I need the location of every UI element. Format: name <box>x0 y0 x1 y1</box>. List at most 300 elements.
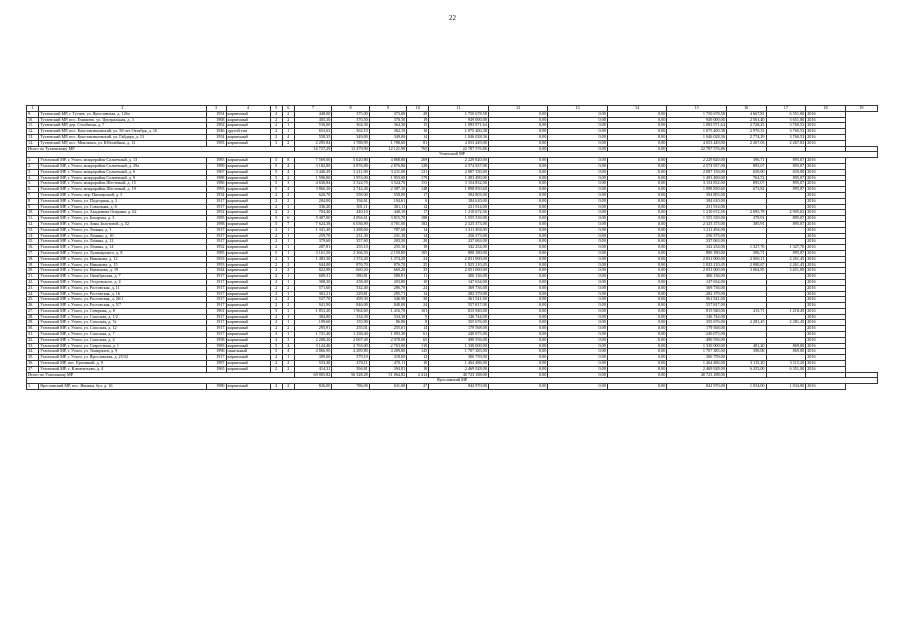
table-cell: 179 568,00 <box>429 326 489 332</box>
address-cell: Угличский МР, г. Углич, микрорайон Солнечный, д. 13 <box>39 158 207 164</box>
table-cell: 6 551,00 <box>766 111 806 117</box>
table-cell: 0,00 <box>548 343 608 349</box>
table-cell: 3 <box>282 256 294 262</box>
table-cell: 363,21 <box>294 291 331 297</box>
table-cell: 1 341,40 <box>294 227 331 233</box>
table-cell: 1 853,20 <box>294 308 331 314</box>
table-cell: кирпичный <box>226 123 270 129</box>
table-cell: 2 <box>270 355 282 361</box>
table-cell: 840,00 <box>369 303 406 309</box>
table-cell: 1 898 850,60 <box>667 187 727 193</box>
address-cell: Угличский МР, г. Углич, микрорайон Солнечный, д. 9 <box>39 175 207 181</box>
table-cell: 20 <box>407 239 429 245</box>
total-label: Итого по Тутаевскому МР <box>27 146 295 152</box>
table-cell: 1 788,60 <box>369 140 406 146</box>
table-cell: 895,07 <box>766 250 806 256</box>
table-cell: 2 831 000,00 <box>429 256 489 262</box>
table-cell: 2 <box>270 297 282 303</box>
table-cell: 12 121,90 <box>369 146 406 152</box>
table-cell: 5 <box>270 181 282 187</box>
table-cell: 609,31 <box>294 274 331 280</box>
table-cell: кирпичный <box>226 181 270 187</box>
table-cell: 2 <box>282 303 294 309</box>
table-cell: 1 493 490,00 <box>429 175 489 181</box>
address-cell: Угличский МР, г. Углич, ул. Никонова, д. 12 <box>39 256 207 262</box>
table-cell: 1953 <box>206 256 226 262</box>
table-cell: 2 <box>282 192 294 198</box>
table-cell: 5 <box>270 343 282 349</box>
table-cell: 0,00 <box>548 192 608 198</box>
table-cell: 2 <box>270 198 282 204</box>
table-cell: 1983 <box>206 140 226 146</box>
table-cell: 0,00 <box>548 297 608 303</box>
address-cell: Угличский МР, г. Углич, ул. Тимирязев, д. 9 <box>39 349 207 355</box>
table-cell: 0,00 <box>548 262 608 268</box>
table-cell: 0,00 <box>548 366 608 372</box>
table-cell: 0,00 <box>488 163 548 169</box>
table-cell: 6 <box>407 198 429 204</box>
table-cell: 0,00 <box>607 355 667 361</box>
table-cell: 0,00 <box>548 169 608 175</box>
table-cell: 490 556,00 <box>667 337 727 343</box>
table-cell: кирпичный <box>226 262 270 268</box>
table-cell: 2 <box>270 227 282 233</box>
table-cell: 379,60 <box>294 239 331 245</box>
table-cell: 2 <box>282 117 294 123</box>
table-cell: 6 <box>282 216 294 222</box>
table-cell: 765 <box>407 146 429 152</box>
table-cell: 2016 <box>806 361 846 367</box>
table-cell: 3 <box>270 332 282 338</box>
table-cell: 1917 <box>206 239 226 245</box>
table-cell: 2016 <box>806 355 846 361</box>
table-cell: 414,31 <box>294 366 331 372</box>
address-cell: Угличский МР, г. Углич, ул. Ростовская, д. 26/1 <box>39 297 207 303</box>
column-number-cell: 10 <box>407 106 429 112</box>
table-cell: 2 295,84 <box>294 140 331 146</box>
address-cell: Угличский МР, г. Углич, ул. Ростовская, д. 16 <box>39 291 207 297</box>
table-cell: 2 051 000,00 <box>429 268 489 274</box>
table-cell: 3 <box>270 140 282 146</box>
table-cell: 24 <box>407 285 429 291</box>
table-cell: 4 <box>282 134 294 140</box>
column-number-cell: 7 <box>294 106 331 112</box>
address-cell: Угличский МР, г. Углич, микрорайон Солнечный, д. 29а <box>39 163 207 169</box>
table-cell: 61 <box>407 332 429 338</box>
table-cell: 329,81 <box>332 291 369 297</box>
table-cell: кирпичный <box>226 210 270 216</box>
table-cell: 2 <box>270 384 282 390</box>
table-cell: 406 136,00 <box>667 274 727 280</box>
table-cell: 2 <box>270 204 282 210</box>
table-cell: 56 328,28 <box>332 372 369 378</box>
table-cell: 4 289,80 <box>369 349 406 355</box>
table-cell: 2016 <box>806 314 846 320</box>
table-cell: 2 574 937,00 <box>429 163 489 169</box>
total-label: Итого по Угличскому МР <box>27 372 295 378</box>
table-cell: 0,00 <box>607 291 667 297</box>
table-cell: 2 <box>270 320 282 326</box>
table-cell: 6. <box>27 187 39 193</box>
table-cell: 2016 <box>806 268 846 274</box>
table-cell: 396,71 <box>726 250 766 256</box>
table-cell: 2 <box>270 314 282 320</box>
register-table-body <box>27 106 878 390</box>
table-cell: 2 325 373,00 <box>667 221 727 227</box>
table-cell: 2 970,31 <box>726 129 766 135</box>
column-number-cell: 15 <box>667 106 727 112</box>
table-cell: 24. <box>27 291 39 297</box>
table-cell: 369 736,00 <box>667 285 727 291</box>
table-cell: 2 728,25 <box>726 123 766 129</box>
table-cell: 364,30 <box>369 123 406 129</box>
column-number-cell: 12 <box>488 106 548 112</box>
table-cell: 2 261,45 <box>766 256 806 262</box>
table-cell: 0,00 <box>488 210 548 216</box>
table-cell: 153 <box>407 181 429 187</box>
column-number-cell: 14 <box>607 106 667 112</box>
table-cell: 0,00 <box>607 158 667 164</box>
table-cell: кирпичный <box>226 274 270 280</box>
table-cell: 2 087 150,00 <box>429 169 489 175</box>
table-cell: 2 <box>270 291 282 297</box>
table-cell: кирпичный <box>226 111 270 117</box>
table-cell: 1986 <box>206 181 226 187</box>
table-cell: 155,90 <box>332 320 369 326</box>
table-cell: 0,00 <box>607 308 667 314</box>
table-cell: 1 <box>282 279 294 285</box>
table-cell: 4 701,00 <box>369 221 406 227</box>
table-cell: 0,00 <box>548 361 608 367</box>
table-cell: 895,07 <box>766 163 806 169</box>
column-number-cell: 18 <box>806 106 846 112</box>
table-cell: 1944 <box>206 268 226 274</box>
table-cell: 1 093,30 <box>369 332 406 338</box>
table-cell: 0,00 <box>607 129 667 135</box>
table-cell: 5 <box>270 163 282 169</box>
table-cell: 3 651,00 <box>766 117 806 123</box>
table-cell: 0,00 <box>548 204 608 210</box>
table-cell: 9. <box>27 111 39 117</box>
table-cell: 5. <box>27 181 39 187</box>
table-cell: 1 330 000,00 <box>429 343 489 349</box>
table-cell: 0,00 <box>607 320 667 326</box>
table-cell: 949 000,00 <box>429 117 489 123</box>
table-cell: 0,00 <box>607 297 667 303</box>
address-cell: Угличский МР, г. Углич, ул. Спасская, д. 7а <box>39 320 207 326</box>
table-cell: 1917 <box>206 303 226 309</box>
table-cell: 0,00 <box>488 221 548 227</box>
table-cell: 282 379,00 <box>667 291 727 297</box>
table-cell: 255,01 <box>332 326 369 332</box>
column-number-cell: 5 <box>270 106 282 112</box>
table-cell: 2016 <box>806 297 846 303</box>
column-number-cell: 4 <box>226 106 270 112</box>
table-cell: 2016 <box>806 279 846 285</box>
table-cell: 2 <box>270 262 282 268</box>
table-cell: 3 760,53 <box>766 134 806 140</box>
table-cell: 342 254,00 <box>667 245 727 251</box>
table-cell: кирпичный <box>226 291 270 297</box>
table-cell: 237 063,00 <box>667 239 727 245</box>
address-cell: Угличский МР, с. Клементьево, д. 4 <box>39 366 207 372</box>
table-cell: 0,00 <box>488 140 548 146</box>
table-cell: 673,82 <box>726 187 766 193</box>
table-cell: кирпичный <box>226 297 270 303</box>
table-cell: 65 <box>407 337 429 343</box>
table-cell: 1 327,76 <box>726 245 766 251</box>
table-cell: 0,00 <box>488 303 548 309</box>
table-cell: 33. <box>27 343 39 349</box>
table-cell: 822,88 <box>294 268 331 274</box>
address-cell: Тутаевский МР, пос. Константиновский, ул. 50-лет Октября, д. 16 <box>39 129 207 135</box>
table-cell: 40 723 188,00 <box>429 372 489 378</box>
table-cell: 2 <box>282 285 294 291</box>
table-cell: 11. <box>27 216 39 222</box>
table-cell: 2016 <box>806 250 846 256</box>
table-cell: 0,00 <box>607 337 667 343</box>
table-cell: 0,00 <box>607 187 667 193</box>
table-cell: 0,00 <box>548 221 608 227</box>
table-cell: 1965 <box>206 366 226 372</box>
table-cell: 0,00 <box>488 274 548 280</box>
table-cell: 3 161,50 <box>294 250 331 256</box>
table-cell: 86,80 <box>369 320 406 326</box>
table-cell: 1 <box>282 129 294 135</box>
address-cell: Угличский МР, г. Углич, ул. Ленина, д. 14 <box>39 245 207 251</box>
table-cell: 5 <box>270 221 282 227</box>
table-cell: 2016 <box>806 134 846 140</box>
address-cell: Угличский МР, г. Углич, микрорайон Солнечный, д. 6 <box>39 169 207 175</box>
table-cell: 0,00 <box>607 285 667 291</box>
table-cell: 0,00 <box>548 163 608 169</box>
table-cell: 23. <box>27 285 39 291</box>
table-cell: 1993 <box>206 187 226 193</box>
table-cell: 0,00 <box>548 384 608 390</box>
table-cell: 2016 <box>806 349 846 355</box>
table-cell: 40 723 188,00 <box>667 372 727 378</box>
column-number-cell: 9 <box>369 106 406 112</box>
table-cell: 14 <box>407 233 429 239</box>
table-cell: 1980 <box>206 384 226 390</box>
table-cell: 537,70 <box>294 297 331 303</box>
table-cell: 0,00 <box>548 227 608 233</box>
table-cell: 334,30 <box>332 314 369 320</box>
table-cell: 786,00 <box>332 384 369 390</box>
table-cell: 4 866,90 <box>294 349 331 355</box>
table-cell: 1 083 971,64 <box>429 123 489 129</box>
table-cell: 1. <box>27 384 39 390</box>
table-cell: 0,00 <box>548 372 608 378</box>
table-cell: 255,01 <box>369 326 406 332</box>
table-cell: 0,00 <box>607 140 667 146</box>
table-cell: 2 763,00 <box>369 343 406 349</box>
table-cell: 2016 <box>806 169 846 175</box>
table-cell: 0,00 <box>607 256 667 262</box>
table-cell: 0,00 <box>548 134 608 140</box>
table-cell: 362,10 <box>332 129 369 135</box>
table-cell: 81 <box>407 140 429 146</box>
table-cell: 0,00 <box>488 123 548 129</box>
table-cell: 6 036,90 <box>332 221 369 227</box>
address-cell: Ярославский МР, пос. Ивняки, бул. д. 16 <box>39 384 207 390</box>
table-cell: 282 379,00 <box>429 291 489 297</box>
table-cell: 3 211,00 <box>369 169 406 175</box>
table-cell: 2016 <box>806 158 846 164</box>
column-number-cell: 8 <box>332 106 369 112</box>
table-cell: 2 <box>282 361 294 367</box>
table-cell: 17 <box>407 210 429 216</box>
table-cell: 0,00 <box>488 134 548 140</box>
table-cell: 2 229 820,00 <box>429 158 489 164</box>
table-cell: 2 695,78 <box>726 210 766 216</box>
table-cell: 0,00 <box>548 233 608 239</box>
table-cell: 369 736,00 <box>429 285 489 291</box>
table-cell: 0,00 <box>548 279 608 285</box>
table-cell: 3 124,40 <box>294 343 331 349</box>
table-cell: 145 <box>407 349 429 355</box>
table-cell: 0,00 <box>607 181 667 187</box>
address-cell: Угличский МР, г. Углич, ул. Спасская, д. 1/2 <box>39 314 207 320</box>
table-cell: 869,00 <box>766 349 806 355</box>
table-cell: 869,00 <box>766 343 806 349</box>
table-cell: 286,70 <box>369 285 406 291</box>
table-cell: 2 <box>282 262 294 268</box>
table-cell: 669,20 <box>369 268 406 274</box>
table-cell: 15 <box>407 123 429 129</box>
address-cell: Угличский МР, г. Углич, ул. Академика Опарина, д. 62 <box>39 210 207 216</box>
table-cell: кирпичный <box>226 366 270 372</box>
table-cell: 1 464 486,00 <box>667 361 727 367</box>
table-cell: 0,00 <box>488 233 548 239</box>
address-cell: Угличский МР, г. Углич, ул. Подгорная, д. 3 <box>39 198 207 204</box>
table-cell: 231 914,00 <box>667 204 727 210</box>
table-cell: 256 373,00 <box>429 233 489 239</box>
table-cell: 2016 <box>806 221 846 227</box>
table-cell: 18. <box>27 256 39 262</box>
table-cell: 0,00 <box>548 187 608 193</box>
table-cell: 147 634,00 <box>429 279 489 285</box>
table-cell: 258,40 <box>332 279 369 285</box>
table-cell: 1 750 678,58 <box>667 111 727 117</box>
table-cell: 0,00 <box>488 268 548 274</box>
table-cell: 0,00 <box>548 216 608 222</box>
address-cell: Угличский МР, г. Углич, ул. Октябрьская, д. 7 <box>39 274 207 280</box>
table-cell: 385,91 <box>726 221 766 227</box>
table-cell: 1 825 210,45 <box>429 262 489 268</box>
table-cell: 2. <box>27 163 39 169</box>
address-cell: Угличский МР, г. Углич, ул. Спасская, д. 7 <box>39 332 207 338</box>
table-cell: 2 469 928,00 <box>667 366 727 372</box>
table-cell: 0,00 <box>488 192 548 198</box>
table-cell: 1 374,20 <box>369 256 406 262</box>
address-cell: Угличский МР, г. Углич, ул. Луначарского, д. 8 <box>39 250 207 256</box>
table-cell: 2016 <box>806 245 846 251</box>
table-cell: 1 075 400,38 <box>667 129 727 135</box>
table-cell: 7 624,38 <box>294 221 331 227</box>
table-cell: 3 524,70 <box>369 181 406 187</box>
table-cell: 35 <box>407 268 429 274</box>
table-cell: кирпичный <box>226 140 270 146</box>
table-cell: 1934 <box>206 192 226 198</box>
table-cell: 0,00 <box>607 361 667 367</box>
table-cell: 0,00 <box>488 187 548 193</box>
table-cell: 3 182,80 <box>294 163 331 169</box>
table-cell: 2 <box>270 245 282 251</box>
table-cell: 1 327,76 <box>766 245 806 251</box>
table-cell: 373,00 <box>369 111 406 117</box>
table-cell: 0,00 <box>607 117 667 123</box>
table-cell: 1954 <box>206 111 226 117</box>
table-cell: 481,20 <box>726 343 766 349</box>
table-cell: кирпичный <box>226 314 270 320</box>
table-cell: 3 154 832,00 <box>667 181 727 187</box>
table-cell: 1985 <box>206 216 226 222</box>
table-cell: 199,60 <box>294 320 331 326</box>
table-cell: 0,00 <box>548 268 608 274</box>
table-cell: 128 <box>407 163 429 169</box>
table-cell: 2 <box>270 279 282 285</box>
table-cell: 3 064,85 <box>726 268 766 274</box>
table-cell: 558,00 <box>369 192 406 198</box>
table-cell: 394,81 <box>369 366 406 372</box>
table-cell: 3 211,00 <box>332 169 369 175</box>
table-cell: 1952 <box>206 210 226 216</box>
address-cell: Угличский МР, г. Углич, микрорайон Шестовый, д. 19 <box>39 187 207 193</box>
table-cell: 0,00 <box>607 233 667 239</box>
table-cell: кирпичный <box>226 361 270 367</box>
table-cell: 1988 <box>206 221 226 227</box>
table-cell: 876,70 <box>332 262 369 268</box>
register-table <box>26 105 878 390</box>
table-cell: 490 556,00 <box>429 337 489 343</box>
table-cell: 2 <box>282 210 294 216</box>
table-cell: 4. <box>27 175 39 181</box>
table-cell: 10 <box>407 279 429 285</box>
table-cell: 669,20 <box>332 268 369 274</box>
table-cell: 1917 <box>206 233 226 239</box>
table-cell: 101 <box>407 308 429 314</box>
table-cell: 0,00 <box>488 158 548 164</box>
table-cell: 0,00 <box>548 210 608 216</box>
table-cell: 0,00 <box>488 262 548 268</box>
table-cell: 1968 <box>206 117 226 123</box>
table-cell: 398,08 <box>726 349 766 355</box>
table-cell: 2016 <box>806 210 846 216</box>
table-cell: 0,00 <box>548 332 608 338</box>
table-cell: 14 <box>407 291 429 297</box>
table-cell: 1952 <box>206 245 226 251</box>
table-cell: 1 <box>282 204 294 210</box>
table-cell: кирпичный <box>226 245 270 251</box>
table-cell: 0,00 <box>607 245 667 251</box>
table-cell: 2016 <box>806 227 846 233</box>
table-cell: 11 <box>407 274 429 280</box>
table-cell: 0,00 <box>607 303 667 309</box>
table-cell: 10 <box>407 366 429 372</box>
table-cell: 4 <box>282 343 294 349</box>
table-cell: 1 <box>282 332 294 338</box>
table-cell: 2016 <box>806 111 846 117</box>
table-cell: 1917 <box>206 291 226 297</box>
table-cell: 949 000,00 <box>667 117 727 123</box>
table-cell: 2 267,03 <box>766 140 806 146</box>
table-cell: 2 <box>282 268 294 274</box>
table-cell: 0,00 <box>607 111 667 117</box>
table-cell: 1 898 850,60 <box>429 187 489 193</box>
table-cell: кирпичный <box>226 355 270 361</box>
table-cell: 704,40 <box>294 210 331 216</box>
